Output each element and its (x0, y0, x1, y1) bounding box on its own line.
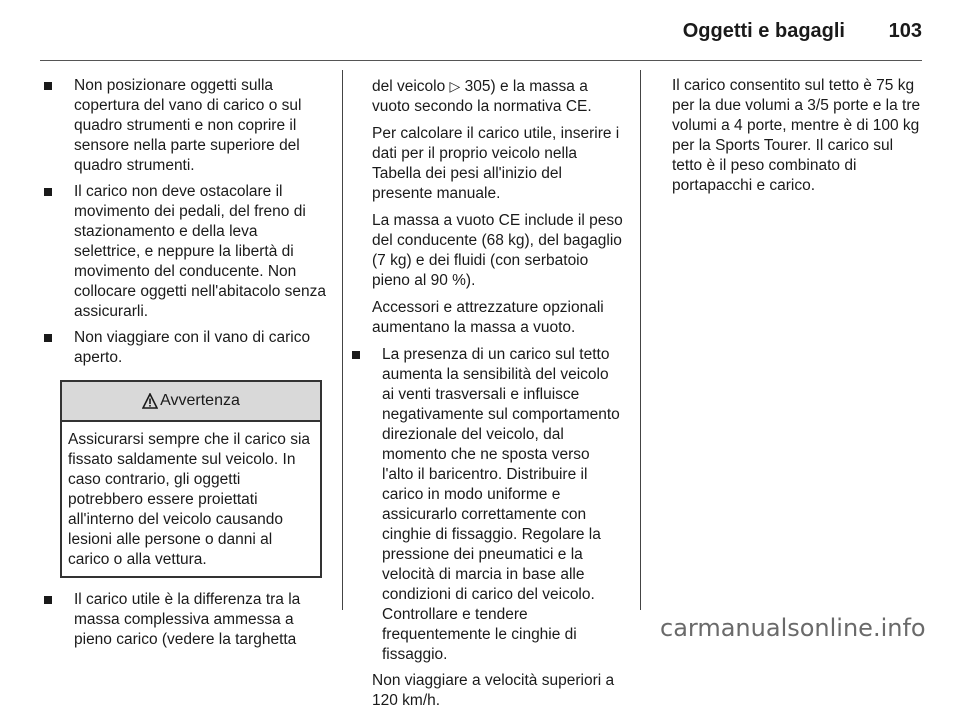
bullet-text: La presenza di un carico sul tetto aumenta la sensibilità del veicolo ai venti trasversali e influisce negativamente sul comportamento direzionale del veicolo, dal momento che ne sposta verso l'alto il baricentro. Distribuire il carico in modo uniforme e assicurarlo correttamente con cinghie di fissaggio. Regolare la pressione dei pneumatici e la velocità di marcia in base alle condizioni di carico del veicolo. Controllare e tendere frequentemente le cinghie di fissaggio. (382, 346, 620, 663)
paragraph: Non viaggiare a velocità superiori a 120 km/h. (372, 672, 615, 709)
bullet-text: Non posizionare oggetti sulla copertura del vano di carico o sul quadro strumenti e non coprire il sensore nella parte superiore del quadro strumenti. (74, 77, 302, 174)
warning-triangle-icon (142, 393, 158, 409)
page-number: 103 (888, 20, 922, 42)
bullet-square-icon (44, 82, 52, 90)
bullet-item (348, 345, 624, 665)
warning-title: Avvertenza (160, 392, 240, 409)
bullet-text: Non viaggiare con il vano di carico aperto. (74, 329, 311, 366)
bullet-item (40, 76, 326, 176)
warning-box (60, 380, 322, 578)
bullet-square-icon (352, 351, 360, 359)
paragraph: La massa a vuoto CE include il peso del conducente (68 kg), del bagaglio (7 kg) e dei fluidi (con serbatoio pieno al 90 %). (372, 212, 623, 289)
column-divider-1 (342, 70, 343, 610)
paragraph: Il carico consentito sul tetto è 75 kg per la due volumi a 3/5 porte e la tre volumi a 4 porte, mentre è di 100 kg per la Sports Tourer. Il carico sul tetto è il peso combinato di portapacchi e carico. (672, 77, 921, 194)
column-3 (672, 76, 922, 203)
column-1 (40, 76, 326, 656)
bullet-square-icon (44, 188, 52, 196)
paragraph: Per calcolare il carico utile, inserire i dati per il proprio veicolo nella Tabella dei pesi all'inizio del presente manuale. (372, 125, 620, 202)
column-divider-2 (640, 70, 641, 610)
bullet-square-icon (44, 334, 52, 342)
bullet-text: Il carico utile è la differenza tra la massa complessiva ammessa a pieno carico (vedere la targhetta (74, 591, 301, 648)
column-2 (372, 76, 624, 718)
header-rule (40, 60, 922, 61)
arrow-ref-icon: ▷ (449, 78, 461, 94)
bullet-square-icon (44, 596, 52, 604)
bullet-item (40, 182, 326, 322)
watermark: carmanualsonline.info (660, 614, 926, 642)
bullet-text: Il carico non deve ostacolare il movimento dei pedali, del freno di stazionamento e della leva selettrice, e neppure la libertà di movimento del conducente. Non collocare oggetti nell'abitacolo senza assicurarli. (74, 183, 326, 320)
paragraph: del veicolo ▷ 305) e la massa a vuoto secondo la normativa CE. (372, 78, 592, 115)
warning-header (62, 382, 320, 422)
bullet-item (40, 590, 326, 650)
paragraph: Accessori e attrezzature opzionali aumentano la massa a vuoto. (372, 299, 604, 336)
warning-text: Assicurarsi sempre che il carico sia fissato saldamente sul veicolo. In caso contrario, gli oggetti potrebbero essere proiettati all'interno del veicolo causando lesioni alle persone o danni al carico o alla vettura. (68, 431, 311, 568)
bullet-item (40, 328, 326, 368)
page-header-title: Oggetti e bagagli (682, 20, 845, 42)
